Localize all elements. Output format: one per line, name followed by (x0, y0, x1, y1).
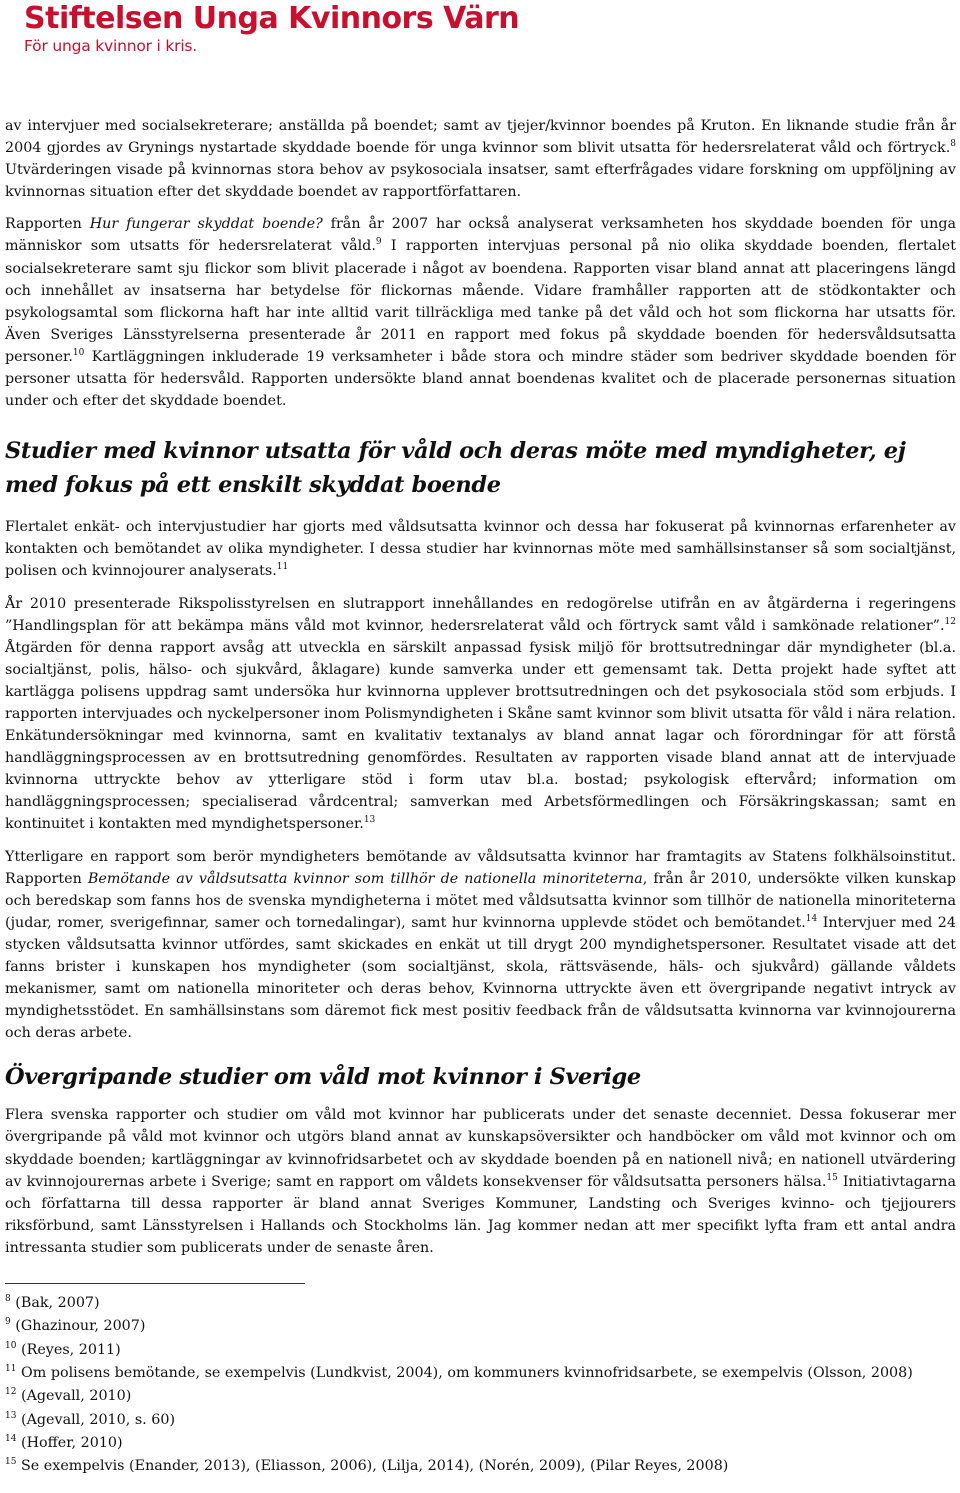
footnote-ref[interactable]: 11 (276, 562, 289, 573)
paragraph-enkatstudier: Flertalet enkät- och intervjustudier har gjorts med våldsutsatta kvinnor och dessa har fokuserat på kvinnornas erfarenheter av kontakten och bemötandet av olika myndigheter. I dessa studier har kvinnornas möte med samhällsinstanser så som socialtjänst, polisen och kvinnojourer analyserats.$^{11}$ (5, 519, 956, 580)
footnote: $^9$ (Ghazinour, 2007) (5, 1317, 146, 1335)
footnote-ref[interactable]: 15 (826, 1172, 838, 1183)
footnote: $^{10}$ (Reyes, 2011) (5, 1340, 121, 1358)
footnote-ref[interactable]: 13 (363, 815, 376, 826)
document-body (5, 115, 956, 1478)
footnote: $^8$ (Bak, 2007) (5, 1294, 100, 1312)
organization-tagline: För unga kvinnor i kris. (24, 37, 198, 55)
footnote-ref[interactable]: 14 (805, 913, 818, 924)
footnotes (5, 1292, 956, 1478)
footnote: $^{11}$ Om polisens bemötande, se exempelvis (Lundkvist, 2004), om kommuners kvinnofridsarbete, se exempelvis (Olsson, 2008) (5, 1363, 913, 1381)
footnote-ref[interactable]: 10 (72, 347, 85, 358)
paragraph-skyddat-boende: Rapporten Hur fungerar skyddat boende? från år 2007 har också analyserat verksamheten hos skyddade boenden för unga människor som utsatts för hedersrelaterat våld.$^9$ I rapporten intervjuas personal på nio olika skyddade boenden, flertalet socialsekreterare samt sju flickor som blivit placerade i något av boendena. Rapporten visar bland annat att placeringens längd och innehållet av insatserna har betydelse för flickornas mående. Vidare framhåller rapporten att de stödkontakter och psykologsamtal som flickorna haft har inte alltid varit tillräckliga med tanke på det våld och hot som flickorna har utsatts för. Även Sveriges Länsstyrelserna presenterade år 2011 en rapport med fokus på skyddade boenden för hedersvåldsutsatta personer.$^{10}$ Kartläggningen inkluderade 19 verksamheter i både stora och mindre städer som bedriver skyddade boenden för personer utsatta för hedersvåld. Rapporten undersökte bland annat boendenas kvalitet och de placerade personernas situation under och efter det skyddade boendet. (5, 216, 956, 410)
paragraph-svenska-rapporter: Flera svenska rapporter och studier om våld mot kvinnor har publicerats under det senaste decenniet. Dessa fokuserar mer övergripande på våld mot kvinnor och utgörs bland annat av kunskapsöversikter och handböcker om våld mot kvinnor och om skyddade boenden; kartläggningar av kvinnofridsarbetet och av skyddade boenden på en nationell nivå; en nationell utvärdering av kvinnojourernas arbete i Sverige; samt en rapport om våldets konsekvenser för våldsutsatta personers hälsa.$^{15}$ Initiativtagarna och författarna till dessa rapporter är bland annat Sveriges Kommuner, Landsting och Sveriges kvinno- och tjejjourers riksförbund, samt Länsstyrelsen i Hallands och Stockholms län. Jag kommer nedan att mer specifikt lyfta fram ett antal andra intressanta studier som publicerats under de senaste åren. (5, 1107, 956, 1256)
paragraph-kruton: av intervjuer med socialsekreterare; anställda på boendet; samt av tjejer/kvinnor boendes på Kruton. En liknande studie från år 2004 gjordes av Grynings nystartade skyddade boende för unga kvinnor som blivit utsatta för hedersrelaterat våld och förtryck.$^8$ Utvärderingen visade på kvinnornas stora behov av psykosociala insatser, samt efterfrågades vidare forskning om uppföljning av kvinnornas situation efter det skyddade boendet av rapportförfattaren. (5, 118, 956, 201)
footnote-divider (5, 1283, 305, 1284)
section-heading-studier: Studier med kvinnor utsatta för våld och deras möte med myndigheter, ej med fokus på ett enskilt skyddat boende (5, 438, 906, 499)
section-heading-overgripande: Övergripande studier om våld mot kvinnor i Sverige (5, 1064, 641, 1091)
paragraph-rikspolisstyrelsen: År 2010 presenterade Rikspolisstyrelsen en slutrapport innehållandes en redogörelse utifrån en av åtgärderna i regeringens ”Handlingsplan för att bekämpa mäns våld mot kvinnor, hedersrelaterat våld och förtryck samt våld i samkönade relationer”.$^{12}$ Åtgärden för denna rapport avsåg att utveckla en särskilt anpassad fysisk miljö för brottsutredningar där myndigheter (bl.a. socialtjänst, polis, hälso- och sjukvård, åklagare) kunde samverka under ett gemensamt tak. Detta projekt hade syftet att kartlägga polisens uppdrag samt undersöka hur kvinnorna upplever brottsutredningen och det psykosociala stöd som erbjuds. I rapporten intervjuades och nyckelpersoner inom Polismyndigheten i Skåne samt kvinnor som blivit utsatta för våld i nära relation. Enkätundersökningar med kvinnorna, samt en kvalitativ textanalys av bland annat lagar och förordningar för att förstå handläggningsprocessen av en brottsutredning genomfördes. Resultaten av rapporten visade bland annat att de intervjuade kvinnorna uttryckte behov av ytterligare stöd i form utav bl.a. bostad; psykologisk eftervård; information om handläggningsprocessen; specialiserad vårdcentral; samverkan med Arbetsförmedlingen och Försäkringskassan; samt en kontinuitet i kontakten med myndighetspersoner.$^{13}$ (5, 595, 956, 833)
footnote: $^{13}$ (Agevall, 2010, s. 60) (5, 1410, 176, 1428)
report-title: Bemötande av våldsutsatta kvinnor som tillhör de nationella minoriteterna (87, 870, 643, 887)
footnote-ref[interactable]: 9 (375, 237, 382, 248)
footnote: $^{14}$ (Hoffer, 2010) (5, 1433, 123, 1451)
report-title: Hur fungerar skyddat boende? (89, 216, 323, 233)
footnote-ref[interactable]: 8 (950, 139, 956, 150)
footnote: $^{15}$ Se exempelvis (Enander, 2013), (Eliasson, 2006), (Lilja, 2014), (Norén, 2009), (Pilar Reyes, 2008) (5, 1457, 729, 1475)
footnote: $^{12}$ (Agevall, 2010) (5, 1387, 132, 1405)
footnote-ref[interactable]: 12 (944, 616, 956, 627)
organization-name: Stiftelsen Unga Kvinnors Värn (24, 1, 520, 36)
page-header (24, 2, 519, 56)
paragraph-folkhalsoinstitut: Ytterligare en rapport som berör myndigheters bemötande av våldsutsatta kvinnor har framtagits av Statens folkhälsoinstitut. Rapporten Bemötande av våldsutsatta kvinnor som tillhör de nationella minoriteterna, från år 2010, undersökte vilken kunskap och beredskap som fanns hos de svenska myndigheterna i mötet med våldsutsatta kvinnor som tillhör de nationella minoriteterna (judar, romer, sverigefinnar, samer och tornedalingar), samt hur kvinnorna upplevde stödet och bemötandet.$^{14}$ Intervjuer med 24 stycken våldsutsatta kvinnor utfördes, samt skickades en enkät ut till drygt 200 myndighetspersoner. Resultatet visade att det fanns brister i kunskapen hos myndigheter (som socialtjänst, skola, rättsväsende, häls- och sjukvård) gällande våldets mekanismer, samt om nationella minoriteter och deras behov, Kvinnorna uttryckte även ett övergripande negativt intryck av myndighetsstödet. En samhällsinstans som däremot fick mest positiv feedback från de våldsutsatta kvinnorna var kvinnojourerna och deras arbete. (5, 848, 957, 1042)
